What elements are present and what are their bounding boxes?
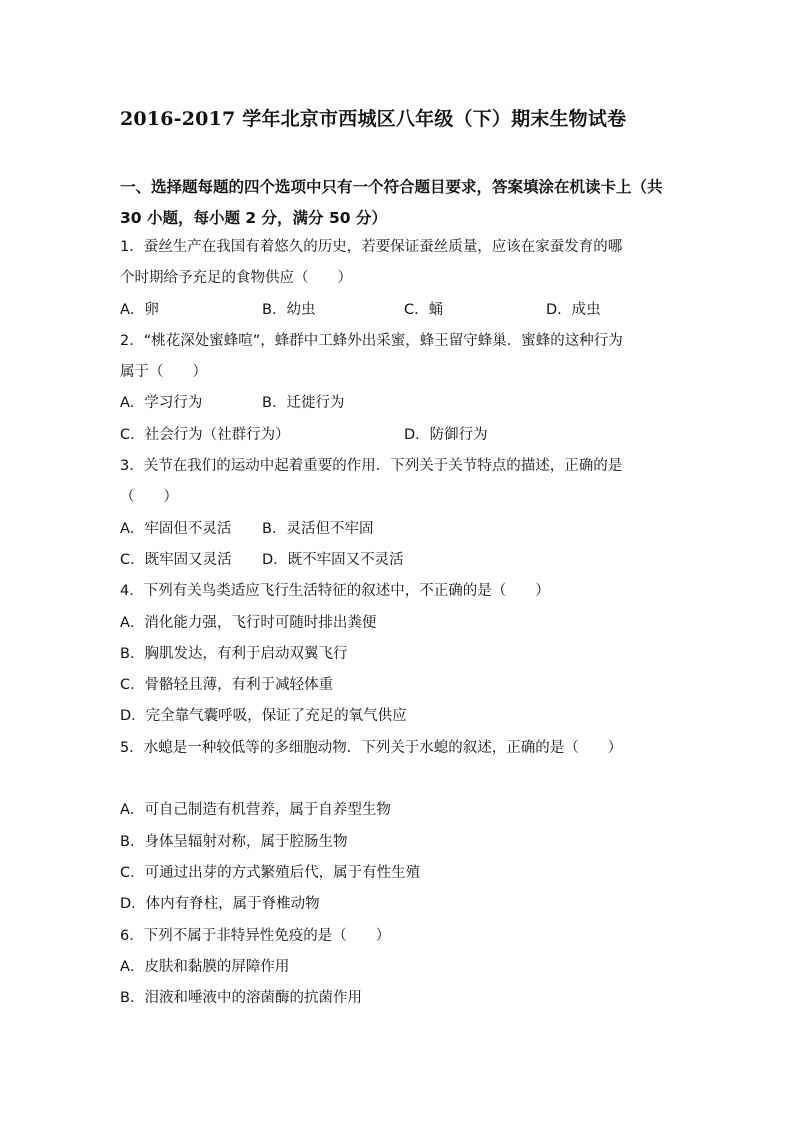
- option-a: A．牢固但不灵活: [120, 520, 232, 537]
- option-row: [120, 545, 680, 576]
- option-a: A．消化能力强，飞行时可随时排出粪便: [120, 614, 377, 631]
- option-row: [120, 388, 680, 419]
- option-a: A．皮肤和黏膜的屏障作用: [120, 958, 290, 975]
- option-d: D．成虫: [546, 301, 601, 318]
- option-row: [120, 514, 680, 545]
- question-stem: 4．下列有关鸟类适应飞行生活特征的叙述中，不正确的是（ ）: [120, 583, 550, 600]
- question-1: [120, 232, 680, 326]
- option-d: D．既不牢固又不灵活: [262, 551, 404, 568]
- option-d: D．防御行为: [404, 426, 488, 443]
- option-c: C．社会行为（社群行为）: [120, 426, 290, 443]
- question-stem: 3．关节在我们的运动中起着重要的作用．下列关于关节特点的描述，正确的是: [120, 458, 623, 475]
- option-c: C．蛹: [404, 301, 444, 318]
- question-6: [120, 921, 680, 1015]
- option-row: [120, 420, 680, 451]
- section-heading-line-1: 一、选择题每题的四个选项中只有一个符合题目要求，答案填涂在机读卡上（共: [120, 178, 663, 196]
- question-stem: 1．蚕丝生产在我国有着悠久的历史，若要保证蚕丝质量，应该在家蚕发育的哪: [120, 239, 623, 255]
- question-2: [120, 326, 680, 451]
- section-heading-line-2: 30 小题，每小题 2 分，满分 50 分）: [120, 209, 387, 227]
- blank-line: [120, 764, 680, 795]
- option-b: B．泪液和唾液中的溶菌酶的抗菌作用: [120, 990, 362, 1007]
- option-d: D．完全靠气囊呼吸，保证了充足的氧气供应: [120, 708, 407, 725]
- question-stem: 6．下列不属于非特异性免疫的是（ ）: [120, 927, 391, 944]
- option-c: C．骨骼轻且薄，有利于减轻体重: [120, 677, 334, 694]
- option-b: B．灵活但不牢固: [262, 520, 374, 537]
- option-b: B．胸肌发达，有利于启动双翼飞行: [120, 645, 348, 662]
- question-5: [120, 733, 680, 921]
- option-c: C．既牢固又灵活: [120, 551, 232, 568]
- question-4: [120, 576, 680, 732]
- option-a: A．可自己制造有机营养，属于自养型生物: [120, 802, 391, 819]
- question-stem: 个时期给予充足的食物供应（ ）: [120, 270, 352, 287]
- question-stem: 5．水螅是一种较低等的多细胞动物．下列关于水螅的叙述，正确的是（ ）: [120, 739, 623, 756]
- option-b: B．迁徙行为: [262, 395, 345, 412]
- question-stem: 2．“桃花深处蜜蜂喧”，蜂群中工蜂外出采蜜，蜂王留守蜂巢．蜜蜂的这种行为: [120, 332, 623, 349]
- option-a: A．卵: [120, 301, 159, 318]
- option-a: A．学习行为: [120, 395, 203, 412]
- question-3: [120, 451, 680, 576]
- option-b: B．身体呈辐射对称，属于腔肠生物: [120, 833, 348, 850]
- option-b: B．幼虫: [262, 301, 316, 318]
- option-row: [120, 295, 680, 326]
- question-stem: 属于（ ）: [120, 364, 207, 381]
- page-title: 2016-2017 学年北京市西城区八年级（下）期末生物试卷: [120, 108, 627, 130]
- question-stem: （ ）: [120, 489, 178, 506]
- question-list: [120, 232, 680, 1014]
- section-heading: [120, 172, 680, 234]
- option-d: D．体内有脊柱，属于脊椎动物: [120, 896, 320, 913]
- option-c: C．可通过出芽的方式繁殖后代，属于有性生殖: [120, 864, 421, 881]
